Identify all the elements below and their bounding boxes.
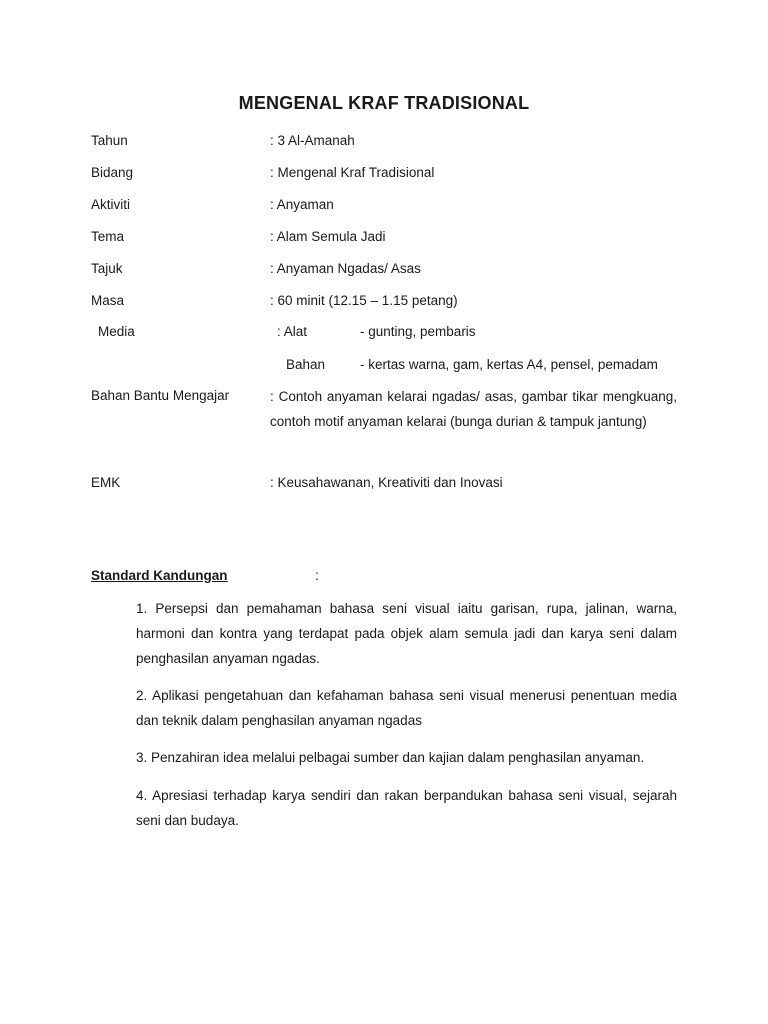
field-value: : Mengenal Kraf Tradisional	[270, 165, 435, 180]
standard-kandungan-item-1: 1. Persepsi dan pemahaman bahasa seni visual iaitu garisan, rupa, jalinan, warna, harmoni dan kontra yang terdapat pada objek alam semula jadi dan karya seni dalam penghasilan anyaman ngadas.	[136, 601, 677, 666]
field-label: Tajuk	[91, 261, 123, 276]
field-label: Aktiviti	[91, 197, 131, 212]
field-bahan-bantu-mengajar	[91, 384, 681, 459]
field-value: : 60 minit (12.15 – 1.15 petang)	[270, 293, 458, 308]
field-label: EMK	[91, 475, 121, 490]
standard-kandungan-item-2: 2. Aplikasi pengetahuan dan kefahaman bahasa seni visual menerusi penentuan media dan teknik dalam penghasilan anyaman ngadas	[136, 688, 677, 728]
field-label: Bahan Bantu Mengajar	[91, 388, 230, 403]
media-bahan-label: Bahan	[286, 357, 326, 372]
field-value: : Contoh anyaman kelarai ngadas/ asas, gambar tikar mengkuang, contoh motif anyaman kelarai (bunga durian & tampuk jantung)	[270, 389, 677, 429]
field-media	[91, 322, 681, 372]
standard-kandungan-colon: :	[315, 568, 319, 583]
media-alat-value: - gunting, pembaris	[360, 324, 476, 339]
field-label: Media	[98, 324, 135, 339]
standard-kandungan-item-4: 4. Apresiasi terhadap karya sendiri dan rakan berpandukan bahasa seni visual, sejarah seni dan budaya.	[136, 788, 677, 828]
field-label: Tema	[91, 229, 125, 244]
media-bahan-value: - kertas warna, gam, kertas A4, pensel, pemadam	[360, 357, 658, 372]
standard-kandungan-item-3: 3. Penzahiran idea melalui pelbagai sumber dan kajian dalam penghasilan anyaman.	[136, 750, 645, 765]
field-label: Tahun	[91, 133, 128, 148]
document-title: MENGENAL KRAF TRADISIONAL	[238, 93, 530, 113]
field-label: Masa	[91, 293, 125, 308]
field-value: : Anyaman Ngadas/ Asas	[270, 261, 421, 276]
field-value: : Keusahawanan, Kreativiti dan Inovasi	[270, 475, 503, 490]
media-alat-label: : Alat	[277, 324, 308, 339]
field-label: Bidang	[91, 165, 134, 180]
standard-kandungan-heading: Standard Kandungan	[91, 568, 228, 583]
field-value: : Anyaman	[270, 197, 334, 212]
field-value: : Alam Semula Jadi	[270, 229, 386, 244]
field-value: : 3 Al-Amanah	[270, 133, 355, 148]
